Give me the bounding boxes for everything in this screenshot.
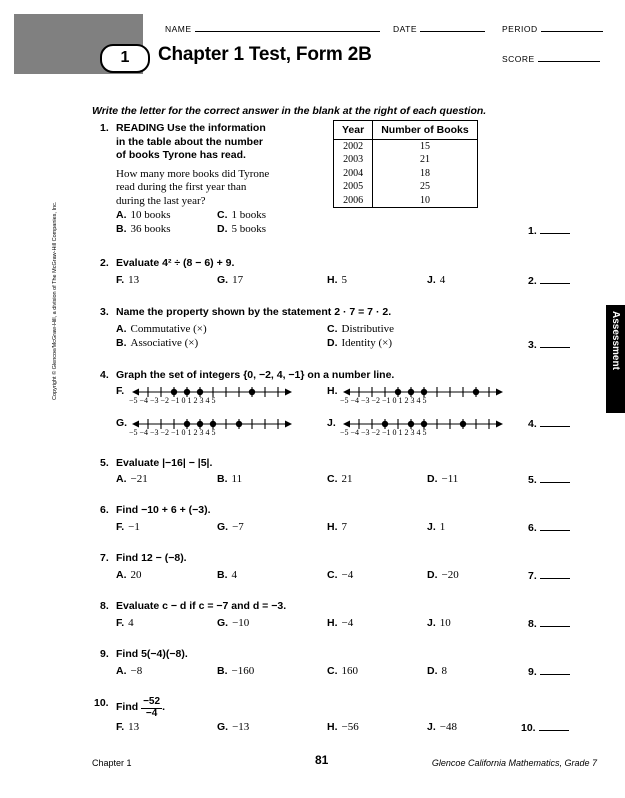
- question-6-choice-j-text: 1: [439, 521, 446, 533]
- question-1-number: 1.: [100, 122, 109, 134]
- question-10-fraction: [141, 697, 162, 719]
- question-8-choice-j-text: 10: [439, 617, 451, 629]
- question-10-choice-j-letter: J.: [427, 721, 436, 733]
- table-row: [334, 140, 478, 154]
- question-10-choice-h-letter: H.: [327, 721, 338, 733]
- question-7-choice-d-text: −20: [441, 569, 459, 581]
- question-7-choice-a-text: 20: [130, 569, 142, 581]
- question-5-answer-label: 5.: [528, 474, 537, 486]
- question-3-choice-a-text: Commutative (×): [130, 323, 207, 335]
- question-1-choice-b-letter: B.: [116, 223, 127, 235]
- question-9-choice-b[interactable]: [217, 665, 254, 677]
- question-9-stem: Find 5(−4)(−8).: [116, 648, 188, 660]
- question-2-answer-blank[interactable]: [528, 274, 570, 287]
- table-cell-year: 2004: [334, 167, 373, 180]
- question-10-stem: [116, 697, 165, 719]
- question-9-answer-label: 9.: [528, 666, 537, 678]
- question-8-choice-g-letter: G.: [217, 617, 229, 629]
- books-table: [333, 120, 478, 208]
- question-6-answer-blank[interactable]: [528, 521, 570, 534]
- question-3-choice-a[interactable]: [116, 323, 207, 335]
- question-8-choice-f-letter: F.: [116, 617, 125, 629]
- question-8-answer-blank[interactable]: [528, 617, 570, 630]
- question-4-stem: Graph the set of integers {0, −2, 4, −1} on a number line.: [116, 369, 395, 381]
- question-7-choice-b[interactable]: [217, 569, 237, 581]
- question-2-answer-rule: [540, 274, 570, 284]
- question-8-choice-h-text: −4: [341, 617, 354, 629]
- question-2-choice-j-letter: J.: [427, 274, 436, 286]
- table-cell-books: 15: [419, 141, 430, 152]
- question-2-choice-h-letter: H.: [327, 274, 338, 286]
- table-cell-year: 2002: [334, 140, 373, 154]
- question-7-choice-a[interactable]: [116, 569, 142, 581]
- question-2-choice-g-letter: G.: [217, 274, 229, 286]
- question-4-choice-g-letter: G.: [116, 417, 128, 429]
- question-7-choice-c-text: −4: [341, 569, 354, 581]
- question-8-choice-j[interactable]: [427, 617, 451, 629]
- question-10-choice-f[interactable]: [116, 721, 139, 733]
- table-cell-books: 18: [419, 167, 430, 179]
- question-1-answer-blank[interactable]: [528, 224, 570, 237]
- period-rule: [541, 22, 603, 32]
- question-1-choice-c-text: 1 books: [231, 209, 267, 221]
- question-4-choice-f[interactable]: [116, 385, 128, 397]
- question-10-stem-prefix: Find: [116, 701, 139, 713]
- chapter-number-badge: 1: [100, 44, 150, 73]
- question-10-choice-f-letter: F.: [116, 721, 125, 733]
- question-3-choice-b-text: Associative (×): [130, 337, 199, 349]
- question-4-number: 4.: [100, 369, 109, 381]
- question-5-choice-c-letter: C.: [327, 473, 338, 485]
- question-7-number: 7.: [100, 552, 109, 564]
- question-7-choice-d-letter: D.: [427, 569, 438, 581]
- question-9-choice-a-letter: A.: [116, 665, 127, 677]
- question-9-answer-blank[interactable]: [528, 665, 570, 678]
- question-10-choice-g[interactable]: [217, 721, 249, 733]
- question-8-choice-g-text: −10: [232, 617, 250, 629]
- question-2-choice-g-text: 17: [232, 274, 244, 286]
- question-9-choice-d-text: 8: [441, 665, 447, 677]
- question-1-answer-rule: [540, 224, 570, 234]
- question-9-choice-b-letter: B.: [217, 665, 228, 677]
- question-6-stem: Find −10 + 6 + (−3).: [116, 504, 211, 516]
- question-3-choice-c-letter: C.: [327, 323, 338, 335]
- question-7-choice-c-letter: C.: [327, 569, 338, 581]
- question-8-choice-f-text: 4: [128, 617, 134, 629]
- question-6-choice-h[interactable]: [327, 521, 347, 533]
- question-1-choice-b-text: 36 books: [130, 223, 171, 235]
- question-10-choice-g-letter: G.: [217, 721, 229, 733]
- question-4-numberline-f-labels: −5 −4 −3 −2 −1 0 1 2 3 4 5: [129, 396, 216, 405]
- question-9-choice-a[interactable]: [116, 665, 142, 677]
- question-1-sub-line-3: during the last year?: [116, 194, 206, 207]
- question-2-choice-j[interactable]: [427, 274, 445, 286]
- period-field[interactable]: [502, 22, 603, 34]
- question-8-choice-g[interactable]: [217, 617, 249, 629]
- question-7-choice-b-text: 4: [231, 569, 237, 581]
- question-10-answer-rule: [539, 721, 569, 731]
- question-2-number: 2.: [100, 257, 109, 269]
- table-cell-books: 25: [419, 181, 430, 193]
- question-6-answer-label: 6.: [528, 522, 537, 534]
- question-10-choice-h-text: −56: [341, 721, 359, 733]
- question-8-answer-rule: [540, 617, 570, 627]
- table-header-books: Number of Books: [373, 121, 478, 140]
- question-7-choice-b-letter: B.: [217, 569, 228, 581]
- question-4-answer-label: 4.: [528, 418, 537, 430]
- page-title: Chapter 1 Test, Form 2B: [158, 44, 372, 65]
- question-6-choice-g[interactable]: [217, 521, 244, 533]
- question-1-choice-a-text: 10 books: [130, 209, 171, 221]
- question-8-answer-label: 8.: [528, 618, 537, 630]
- instructions-text: Write the letter for the correct answer in the blank at the right of each question.: [92, 105, 487, 117]
- question-4-choice-j-letter: J.: [327, 417, 336, 429]
- question-1-choice-d-text: 5 books: [231, 223, 267, 235]
- assessment-side-tab: [606, 305, 625, 413]
- question-8-choice-j-letter: J.: [427, 617, 436, 629]
- question-1-choice-a-letter: A.: [116, 209, 127, 221]
- name-field[interactable]: [165, 22, 380, 34]
- question-3-choice-d-text: Identity (×): [341, 337, 392, 349]
- question-4-numberline-g-labels: −5 −4 −3 −2 −1 0 1 2 3 4 5: [129, 428, 216, 437]
- copyright-notice: Copyright © Glencoe/McGraw-Hill, a division of The McGraw-Hill Companies, Inc.: [52, 201, 58, 400]
- question-3-choice-b-letter: B.: [116, 337, 127, 349]
- question-9-choice-c[interactable]: [327, 665, 358, 677]
- question-1-sub-line-2: read during the first year than: [116, 181, 247, 193]
- question-7-answer-label: 7.: [528, 570, 537, 582]
- table-row: [334, 153, 478, 166]
- question-2-choice-f[interactable]: [116, 274, 139, 286]
- question-5-choice-b-text: 11: [231, 473, 243, 485]
- question-1-choice-d-letter: D.: [217, 223, 228, 235]
- question-3-choice-a-letter: A.: [116, 323, 127, 335]
- question-3-choice-c[interactable]: [327, 323, 394, 335]
- question-4-numberline-h-labels: −5 −4 −3 −2 −1 0 1 2 3 4 5: [340, 396, 427, 405]
- question-1-sub-line-1: How many more books did Tyrone: [116, 167, 270, 180]
- question-1-stem-line-2: in the table about the number: [116, 135, 264, 148]
- question-9-choice-d[interactable]: [427, 665, 447, 677]
- question-6-choice-h-letter: H.: [327, 521, 338, 533]
- table-cell-year: 2005: [334, 180, 373, 193]
- question-1-choice-c-letter: C.: [217, 209, 228, 221]
- question-1-stem-line-1: Use the information: [167, 122, 266, 134]
- question-8-choice-h-letter: H.: [327, 617, 338, 629]
- period-label: PERIOD: [502, 24, 538, 34]
- question-5-choice-d-text: −11: [441, 473, 459, 485]
- question-6-number: 6.: [100, 504, 109, 516]
- question-6-choice-f-text: −1: [128, 521, 140, 533]
- question-3-choice-c-text: Distributive: [341, 323, 395, 335]
- date-rule: [420, 22, 485, 32]
- question-5-choice-d[interactable]: [427, 473, 458, 485]
- question-3-number: 3.: [100, 306, 109, 318]
- question-5-stem: Evaluate |−16| − |5|.: [116, 457, 213, 469]
- question-7-answer-rule: [540, 569, 570, 579]
- question-3-choice-b[interactable]: [116, 337, 198, 349]
- question-6-choice-f-letter: F.: [116, 521, 125, 533]
- question-10-answer-label: 10.: [521, 722, 536, 734]
- table-cell-books: 10: [419, 194, 430, 206]
- question-4-answer-rule: [540, 417, 570, 427]
- footer-book-title: Glencoe California Mathematics, Grade 7: [431, 758, 597, 768]
- question-9-choice-a-text: −8: [130, 665, 143, 677]
- table-row: [334, 194, 478, 208]
- question-1-choice-a[interactable]: [116, 209, 171, 221]
- table-header-year: Year: [334, 121, 373, 140]
- question-2-choice-f-text: 13: [128, 274, 140, 286]
- question-1-lead: READING: [116, 122, 165, 134]
- footer-page-number: 81: [315, 753, 329, 767]
- question-5-answer-rule: [540, 473, 570, 483]
- question-10-choice-f-text: 13: [128, 721, 140, 733]
- question-4-choice-h-letter: H.: [327, 385, 338, 397]
- question-2-choice-h-text: 5: [341, 274, 347, 286]
- question-5-choice-c-text: 21: [341, 473, 353, 485]
- question-2-choice-g[interactable]: [217, 274, 243, 286]
- question-6-answer-rule: [540, 521, 570, 531]
- score-rule: [538, 52, 600, 62]
- question-9-number: 9.: [100, 648, 109, 660]
- question-7-choice-d[interactable]: [427, 569, 459, 581]
- question-3-choice-d[interactable]: [327, 337, 392, 349]
- footer-chapter: Chapter 1: [92, 758, 132, 768]
- question-4-answer-blank[interactable]: [528, 417, 570, 430]
- table-cell-books: 21: [419, 154, 430, 166]
- name-label: NAME: [165, 24, 192, 34]
- table-row: [334, 180, 478, 193]
- question-10-choice-g-text: −13: [232, 721, 250, 733]
- question-2-choice-j-text: 4: [439, 274, 446, 286]
- question-10-choice-j-text: −48: [439, 721, 457, 733]
- question-3-answer-label: 3.: [528, 339, 537, 351]
- question-5-choice-b-letter: B.: [217, 473, 228, 485]
- question-9-choice-d-letter: D.: [427, 665, 438, 677]
- question-7-choice-c[interactable]: [327, 569, 353, 581]
- question-1-choice-b[interactable]: [116, 223, 171, 235]
- question-3-stem: Name the property shown by the statement 2 · 7 = 7 · 2.: [116, 306, 392, 318]
- question-4-choice-f-letter: F.: [116, 385, 125, 397]
- question-9-choice-c-letter: C.: [327, 665, 338, 677]
- question-3-choice-d-letter: D.: [327, 337, 338, 349]
- question-7-choice-a-letter: A.: [116, 569, 127, 581]
- question-5-choice-a[interactable]: [116, 473, 148, 485]
- question-8-stem: Evaluate c − d if c = −7 and d = −3.: [116, 600, 287, 612]
- question-10-fraction-denominator: −4: [145, 707, 158, 719]
- question-10-choice-j[interactable]: [427, 721, 457, 733]
- assessment-side-tab-label: Assessment: [610, 311, 621, 370]
- score-label: SCORE: [502, 54, 535, 64]
- question-10-answer-blank[interactable]: [521, 721, 569, 734]
- question-7-answer-blank[interactable]: [528, 569, 570, 582]
- question-6-choice-f[interactable]: [116, 521, 140, 533]
- date-field[interactable]: [393, 22, 485, 34]
- question-1-stem-line-3: of books Tyrone has read.: [116, 149, 246, 161]
- question-2-answer-label: 2.: [528, 275, 537, 287]
- question-5-answer-blank[interactable]: [528, 473, 570, 486]
- question-5-choice-d-letter: D.: [427, 473, 438, 485]
- question-8-number: 8.: [100, 600, 109, 612]
- question-10-choice-h[interactable]: [327, 721, 359, 733]
- question-5-number: 5.: [100, 457, 109, 469]
- question-10-stem-suffix: .: [162, 701, 165, 713]
- table-row: [334, 167, 478, 180]
- name-rule: [195, 22, 380, 32]
- question-3-answer-blank[interactable]: [528, 338, 570, 351]
- question-1-stem: [116, 122, 331, 208]
- question-1-choice-c[interactable]: [217, 209, 266, 221]
- question-1-answer-label: 1.: [528, 225, 537, 237]
- question-6-choice-h-text: 7: [341, 521, 347, 533]
- question-2-stem: Evaluate 4² ÷ (8 − 6) + 9.: [116, 257, 235, 269]
- question-5-choice-a-letter: A.: [116, 473, 127, 485]
- question-5-choice-c[interactable]: [327, 473, 353, 485]
- question-6-choice-g-text: −7: [232, 521, 244, 533]
- question-5-choice-b[interactable]: [217, 473, 242, 485]
- question-6-choice-j[interactable]: [427, 521, 445, 533]
- question-6-choice-j-letter: J.: [427, 521, 436, 533]
- score-field[interactable]: [502, 52, 600, 64]
- question-9-choice-b-text: −160: [231, 665, 255, 677]
- question-5-choice-a-text: −21: [130, 473, 148, 485]
- question-8-choice-h[interactable]: [327, 617, 353, 629]
- table-header-row: [334, 121, 478, 140]
- question-7-stem: Find 12 − (−8).: [116, 552, 187, 564]
- question-4-choice-j[interactable]: [327, 417, 340, 429]
- question-2-choice-h[interactable]: [327, 274, 347, 286]
- question-1-choice-d[interactable]: [217, 223, 266, 235]
- question-2-choice-f-letter: F.: [116, 274, 125, 286]
- question-10-fraction-numerator: −52: [143, 696, 161, 707]
- question-6-choice-g-letter: G.: [217, 521, 229, 533]
- question-3-answer-rule: [540, 338, 570, 348]
- question-8-choice-f[interactable]: [116, 617, 134, 629]
- question-4-numberline-j-labels: −5 −4 −3 −2 −1 0 1 2 3 4 5: [340, 428, 427, 437]
- table-cell-year: 2003: [334, 153, 373, 166]
- question-9-answer-rule: [540, 665, 570, 675]
- question-9-choice-c-text: 160: [341, 665, 358, 677]
- question-10-number: 10.: [94, 697, 109, 709]
- date-label: DATE: [393, 24, 418, 34]
- table-cell-year: 2006: [334, 194, 373, 208]
